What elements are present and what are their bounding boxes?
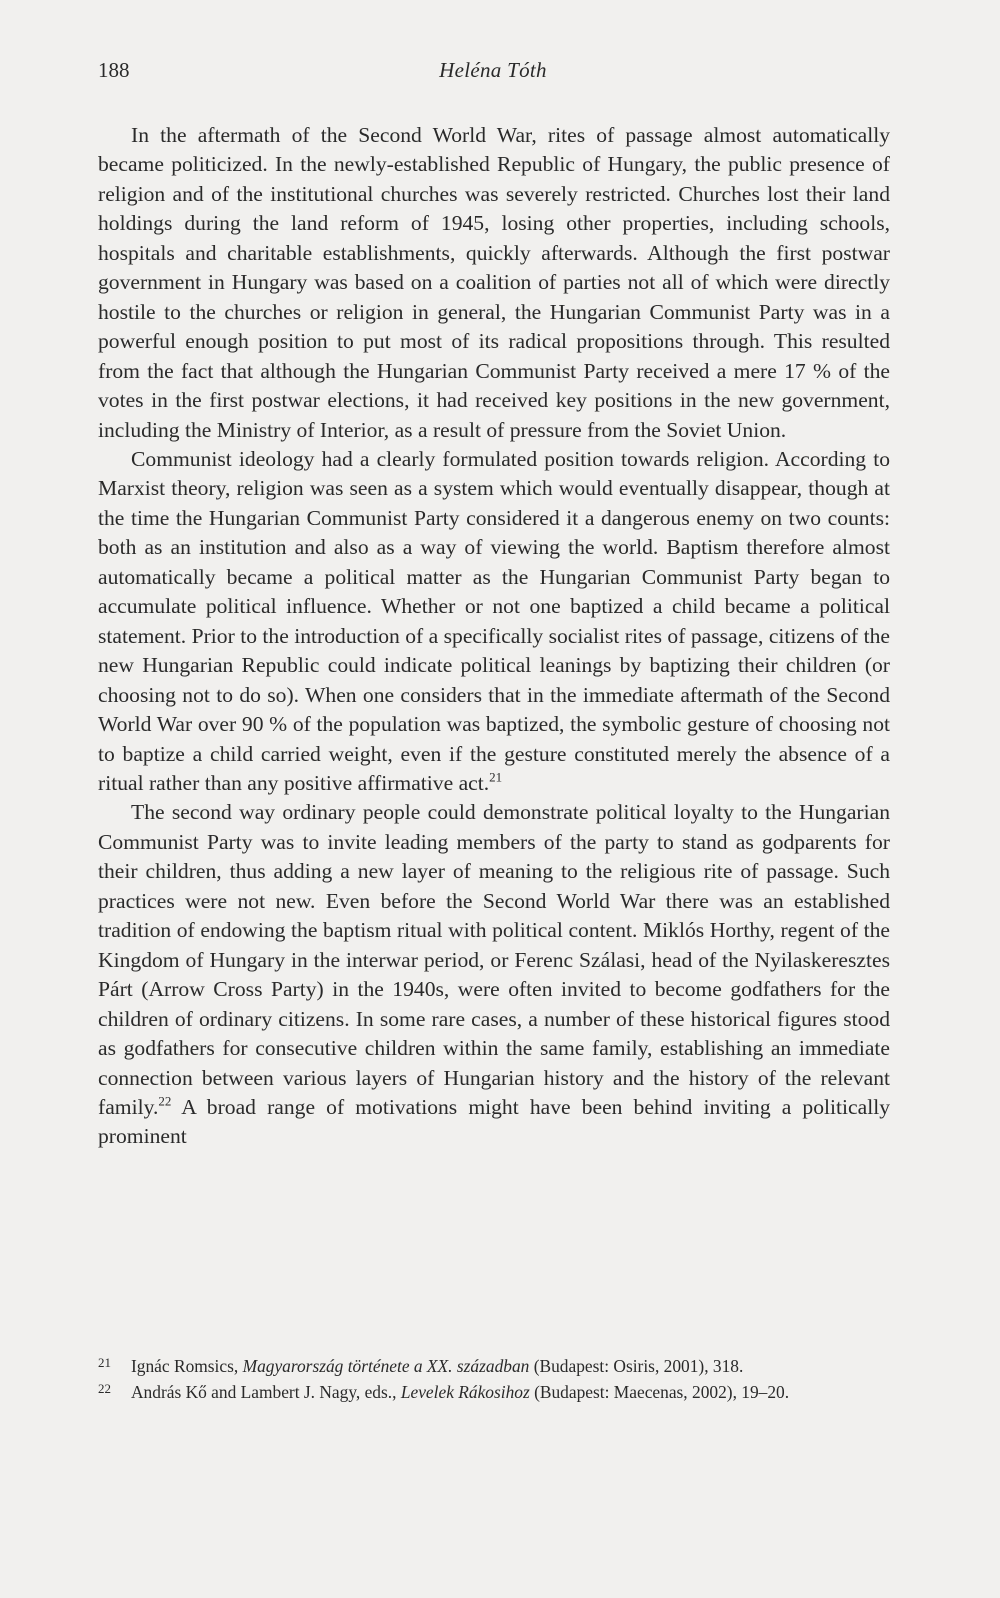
paragraph-text: A broad range of motivations might have been behind inviting a politically prominent	[98, 1094, 890, 1149]
paragraph-text: Communist ideology had a clearly formulated position towards religion. According to Marxist theory, religion was seen as a system which would eventually disappear, though at the time the Hungarian Communist Party considered it a dangerous enemy on two counts: both as an institution and also as a way of viewing the world. Baptism therefore almost automatically became a political matter as the Hungarian Communist Party began to accumulate political influence. Whether or not one baptized a child became a political statement. Prior to the introduction of a specifically socialist rites of passage, citizens of the new Hungarian Republic could indicate political leanings by baptizing their children (or choosing not to do so). When one considers that in the immediate aftermath of the Second World War over 90 % of the population was baptized, the symbolic gesture of choosing not to baptize a child carried weight, even if the gesture constituted merely the absence of a ritual rather than any positive affirmative act.	[98, 446, 890, 795]
footnotes	[98, 1353, 890, 1405]
paragraph-text: In the aftermath of the Second World War, rites of passage almost automatically became politicized. In the newly-established Republic of Hungary, the public presence of religion and of the institutional churches was severely restricted. Churches lost their land holdings during the land reform of 1945, losing other properties, including schools, hospitals and charitable establishments, quickly afterwards. Although the first postwar government in Hungary was based on a coalition of parties not all of which were directly hostile to the churches or religion in general, the Hungarian Communist Party was in a powerful enough position to put most of its radical propositions through. This resulted from the fact that although the Hungarian Communist Party received a mere 17 % of the votes in the first postwar elections, it had received key positions in the new government, including the Ministry of Interior, as a result of pressure from the Soviet Union.	[98, 123, 890, 442]
paragraph-text: The second way ordinary people could demonstrate political loyalty to the Hungarian Communist Party was to invite leading members of the party to stand as godparents for their children, thus adding a new layer of meaning to the religious rite of passage. Such practices were not new. Even before the Second World War there was an established tradition of endowing the baptism ritual with political content. Miklós Horthy, regent of the Kingdom of Hungary in the interwar period, or Ferenc Szálasi, head of the Nyilaskeresztes Párt (Arrow Cross Party) in the 1940s, were often invited to become godfathers for the children of ordinary citizens. In some rare cases, a number of these historical figures stood as godfathers for consecutive children within the same family, establishing an immediate connection between various layers of Hungarian history and the history of the relevant family.	[98, 800, 890, 1119]
footnote-number: 22	[98, 1381, 111, 1396]
footnote-citation: (Budapest: Osiris, 2001), 318.	[529, 1356, 744, 1376]
paragraph	[98, 445, 890, 798]
running-head	[98, 58, 888, 88]
footnote-number: 21	[98, 1355, 111, 1370]
footnote	[98, 1353, 890, 1379]
footnote-title: Levelek Rákosihoz	[400, 1382, 530, 1402]
footnote-citation: (Budapest: Maecenas, 2002), 19–20.	[529, 1382, 790, 1402]
footnote-author: Ignác Romsics,	[131, 1356, 243, 1376]
footnote-author: András Kő and Lambert J. Nagy, eds.,	[131, 1382, 401, 1402]
paragraph	[98, 798, 890, 1151]
main-text	[98, 121, 890, 1152]
footnote	[98, 1379, 890, 1405]
page-number: 188	[98, 58, 130, 82]
footnote-reference[interactable]: 22	[158, 1093, 172, 1109]
running-title: Heléna Tóth	[439, 58, 547, 82]
footnote-title: Magyarország története a XX. században	[242, 1356, 530, 1376]
footnote-reference[interactable]: 21	[489, 769, 503, 785]
paragraph	[98, 121, 890, 445]
